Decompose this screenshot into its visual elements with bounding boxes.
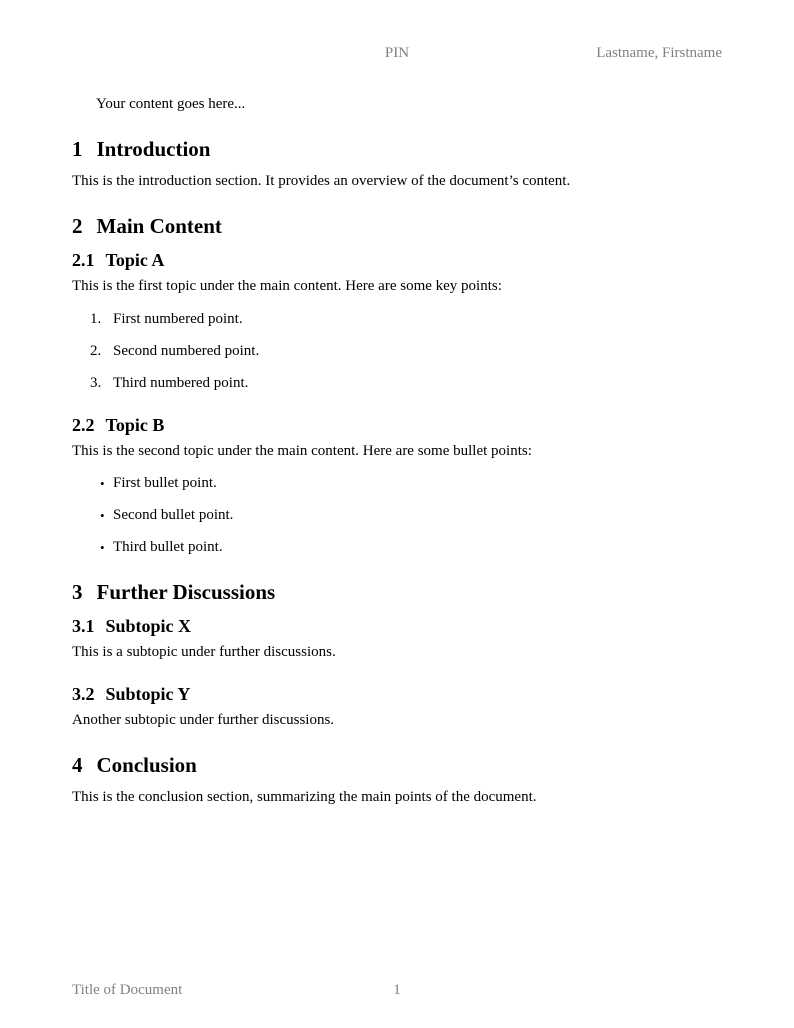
subsection-title: Subtopic X xyxy=(105,616,192,636)
subsection-number: 2.1 xyxy=(72,250,95,270)
subsection-title: Subtopic Y xyxy=(105,684,191,704)
header-author: Lastname, Firstname xyxy=(596,45,723,61)
list-item xyxy=(90,342,722,361)
list-marker: 2. xyxy=(90,343,102,359)
bullet-marker: • xyxy=(100,476,105,491)
paragraph: This is the first topic under the main content. Here are some key points: xyxy=(72,278,502,294)
section-number: 2 xyxy=(72,214,83,238)
list-item-text: First bullet point. xyxy=(113,475,217,491)
list-item-text: Second bullet point. xyxy=(113,507,234,523)
list-item xyxy=(90,374,722,393)
subsection-title: Topic A xyxy=(105,250,165,270)
paragraph: This is the second topic under the main content. Here are some bullet points: xyxy=(72,443,532,459)
paragraph: Another subtopic under further discussions. xyxy=(72,712,335,728)
section-heading-main-content xyxy=(72,191,722,249)
page-header xyxy=(72,44,722,95)
section-heading-further-discussions xyxy=(72,557,722,615)
page-footer xyxy=(72,981,722,1000)
list-item xyxy=(100,474,722,493)
header-spacer xyxy=(72,44,289,63)
subsection-heading-subtopic-x xyxy=(72,615,722,643)
bullet-marker: • xyxy=(100,540,105,555)
list-item xyxy=(90,310,722,329)
bullet-marker: • xyxy=(100,508,105,523)
footer-document-title: Title of Document xyxy=(72,982,183,998)
paragraph: This is the introduction section. It provides an overview of the document’s content. xyxy=(72,173,571,189)
section-heading-conclusion xyxy=(72,730,722,788)
subsection-title: Topic B xyxy=(105,415,165,435)
numbered-list xyxy=(72,296,722,393)
lead-paragraph: Your content goes here... xyxy=(96,96,246,112)
section-title: Conclusion xyxy=(96,753,197,777)
list-item xyxy=(100,538,722,557)
paragraph: This is the conclusion section, summarizing the main points of the document. xyxy=(72,789,537,805)
section-heading-introduction xyxy=(72,114,722,172)
section-title: Main Content xyxy=(96,214,222,238)
section-number: 1 xyxy=(72,137,83,161)
bullet-list xyxy=(72,461,722,557)
list-item xyxy=(100,506,722,525)
paragraph: This is a subtopic under further discussions. xyxy=(72,644,336,660)
subsection-heading-topic-b xyxy=(72,393,722,442)
section-number: 3 xyxy=(72,580,83,604)
list-item-text: First numbered point. xyxy=(113,311,243,327)
subsection-number: 2.2 xyxy=(72,415,95,435)
subsection-heading-subtopic-y xyxy=(72,662,722,711)
header-short-title: PIN xyxy=(384,45,410,61)
list-marker: 3. xyxy=(90,375,102,391)
list-item-text: Third numbered point. xyxy=(113,375,249,391)
section-number: 4 xyxy=(72,753,83,777)
subsection-number: 3.1 xyxy=(72,616,95,636)
subsection-number: 3.2 xyxy=(72,684,95,704)
section-title: Introduction xyxy=(96,137,211,161)
section-title: Further Discussions xyxy=(96,580,276,604)
list-item-text: Second numbered point. xyxy=(113,343,260,359)
subsection-heading-topic-a xyxy=(72,249,722,277)
footer-spacer xyxy=(505,981,722,1000)
list-item-text: Third bullet point. xyxy=(113,539,223,555)
list-marker: 1. xyxy=(90,311,102,327)
footer-page-number: 1 xyxy=(393,982,401,998)
